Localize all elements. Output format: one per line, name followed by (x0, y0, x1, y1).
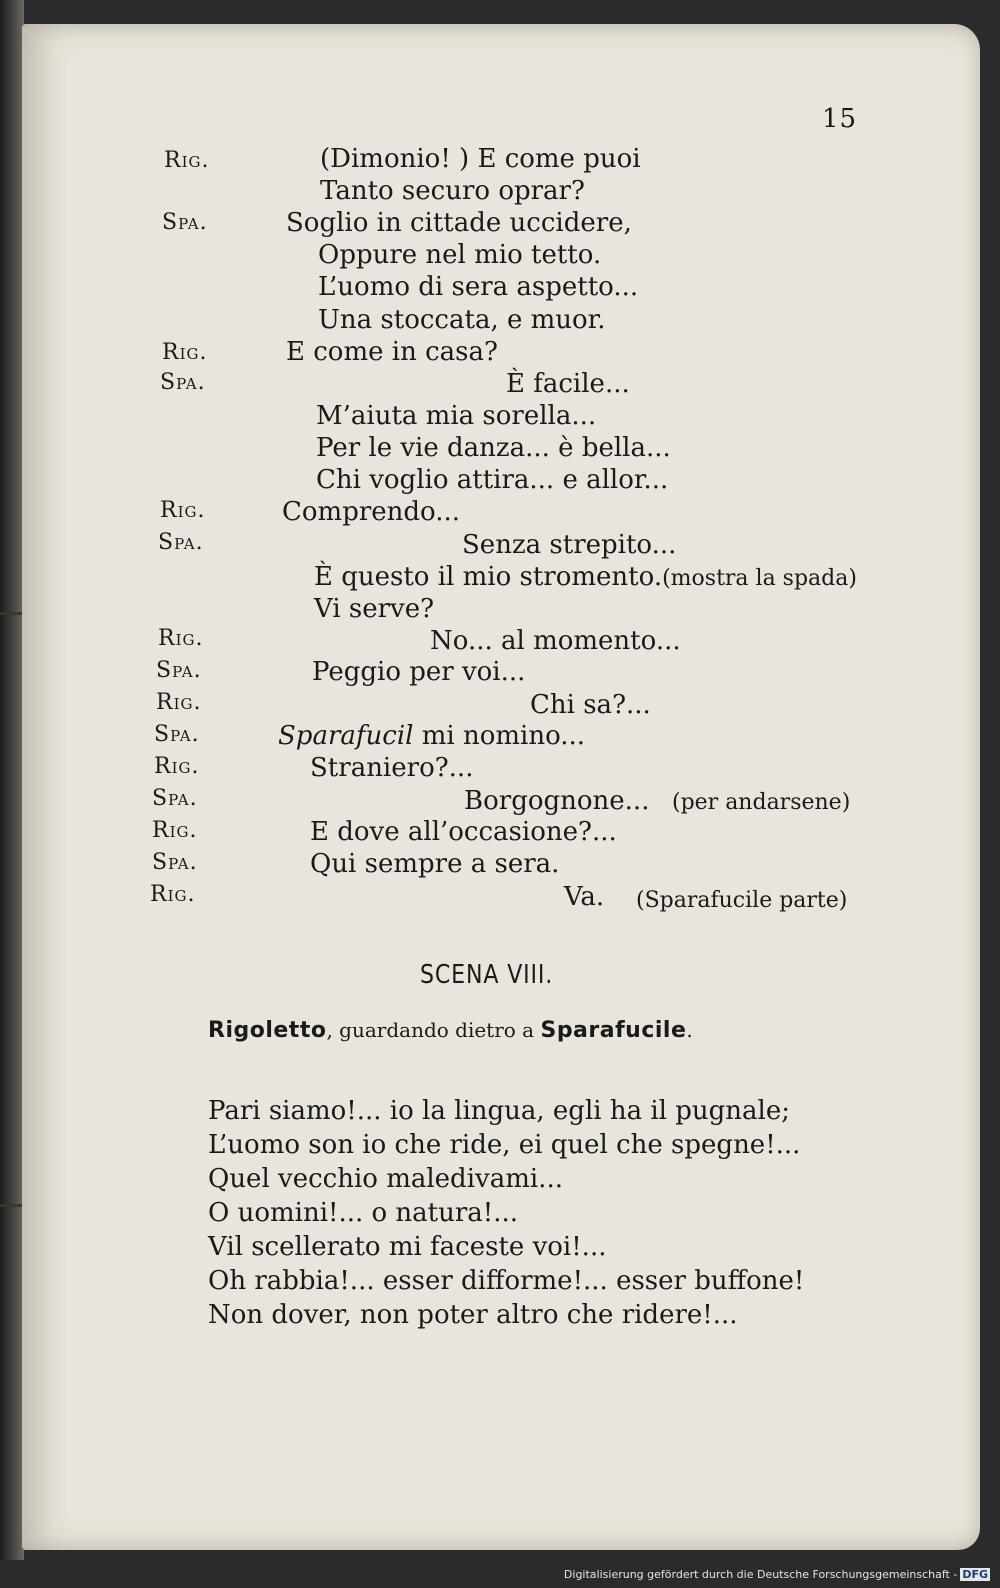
speaker-label: Rig. (150, 882, 196, 907)
speaker-label: Rig. (158, 626, 204, 651)
verse-line: Vi serve? (314, 594, 435, 624)
verse-line: Comprendo... (282, 497, 461, 527)
verse-line: Oppure nel mio tetto. (318, 240, 602, 270)
verse-line: Senza strepito... (462, 530, 677, 560)
verse-line: E dove all’occasione?... (310, 817, 617, 847)
verse-line: Borgognone... (464, 786, 650, 816)
dfg-logo: DFG (962, 1568, 988, 1581)
scene-title: SCENA VIII. (420, 960, 554, 990)
verse-line: Chi voglio attira... e allor... (316, 465, 669, 495)
speaker-label: Rig. (156, 690, 202, 715)
verse-line: No... al momento... (430, 626, 681, 656)
verse-line: È facile... (506, 369, 630, 399)
speaker-label: Spa. (152, 850, 198, 875)
verse-line: Qui sempre a sera. (310, 849, 560, 879)
speaker-label: Rig. (164, 148, 210, 173)
speaker-label: Rig. (154, 754, 200, 779)
digitization-credit: Digitalisierung gefördert durch die Deutsche Forschungsgemeinschaft - DFG (563, 1568, 988, 1581)
verse-line: Tanto securo oprar? (320, 176, 585, 206)
scene-direction: Rigoletto, guardando dietro a Sparafucile. (208, 1018, 693, 1043)
verse-line: Straniero?... (310, 753, 474, 783)
book-binding (0, 0, 24, 1560)
verse-line: Sparafucil mi nomino... (278, 721, 586, 751)
speaker-label: Spa. (160, 370, 206, 395)
speaker-label: Spa. (154, 722, 200, 747)
verse-line: Vil scellerato mi faceste voi!... (208, 1232, 607, 1262)
speaker-label: Spa. (158, 530, 204, 555)
verse-line: Oh rabbia!... esser difforme!... esser buffone! (208, 1266, 805, 1296)
stage-direction: (mostra la spada) (662, 566, 857, 591)
stage-direction: (Sparafucile parte) (636, 888, 848, 913)
character-name: Sparafucile (540, 1018, 687, 1043)
verse-line: Chi sa?... (530, 690, 651, 720)
verse-line: E come in casa? (286, 337, 498, 367)
verse-line: Va. (564, 882, 605, 912)
verse-line: Soglio in cittade uccidere, (286, 208, 632, 238)
speaker-label: Spa. (152, 786, 198, 811)
verse-line: (Dimonio! ) E come puoi (320, 144, 641, 174)
speaker-label: Spa. (162, 210, 208, 235)
verse-line: O uomini!... o natura!... (208, 1198, 519, 1228)
verse-line: Pari siamo!... io la lingua, egli ha il pugnale; (208, 1096, 790, 1126)
verse-line: Non dover, non poter altro che ridere!... (208, 1300, 738, 1330)
verse-line: Per le vie danza... è bella... (316, 433, 671, 463)
verse-line: L’uomo di sera aspetto... (318, 272, 639, 302)
verse-line: È questo il mio stromento.(mostra la spada) (314, 562, 857, 592)
verse-line: Quel vecchio maledivami... (208, 1164, 563, 1194)
verse-line: M’aiuta mia sorella... (316, 401, 597, 431)
character-name: Rigoletto (208, 1018, 327, 1043)
speaker-label: Rig. (162, 340, 208, 365)
verse-line: Peggio per voi... (312, 657, 526, 687)
verse-line: L’uomo son io che ride, ei quel che spegne!... (208, 1130, 801, 1160)
page-number: 15 (822, 104, 858, 134)
speaker-label: Spa. (156, 658, 202, 683)
speaker-label: Rig. (152, 818, 198, 843)
stage-direction: (per andarsene) (672, 790, 851, 815)
speaker-label: Rig. (160, 498, 206, 523)
book-page (22, 24, 980, 1550)
verse-line: Una stoccata, e muor. (318, 305, 606, 335)
